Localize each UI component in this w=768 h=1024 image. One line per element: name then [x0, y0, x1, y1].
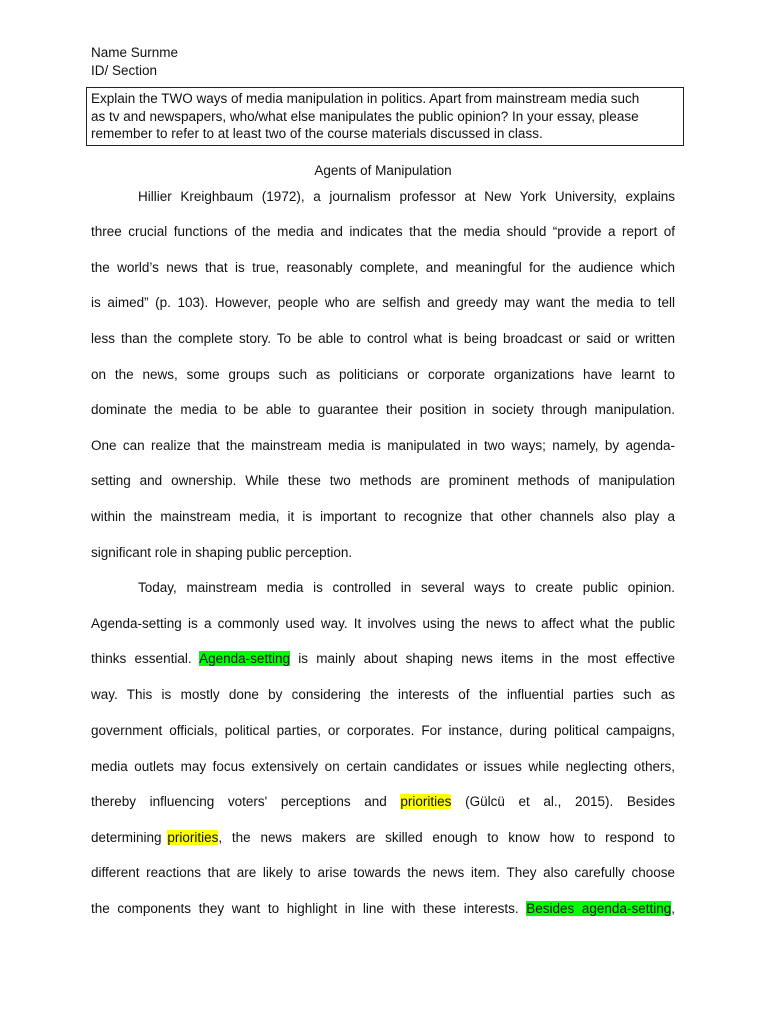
essay-title: Agents of Manipulation [314, 163, 452, 178]
prompt-line: Explain the TWO ways of media manipulation in politics. Apart from mainstream media such [91, 91, 640, 106]
paragraph-1-line: three crucial functions of the media and indicates that the media should “provide a report of [91, 224, 675, 239]
paragraph-2-line: way. This is mostly done by considering the interests of the influential parties such as [91, 687, 675, 702]
paragraph-2-line: Agenda-setting is a commonly used way. It involves using the news to affect what the public [91, 616, 675, 631]
paragraph-1-line: Hillier Kreighbaum (1972), a journalism professor at New York University, explains [138, 189, 675, 204]
paragraph-2-line: government officials, political parties, or corporates. For instance, during political campaigns, [91, 723, 675, 738]
paragraph-1-line: within the mainstream media, it is important to recognize that other channels also play a [91, 509, 675, 524]
paragraph-2-line [91, 649, 675, 669]
paragraph-1-line: is aimed” (p. 103). However, people who are selfish and greedy may want the media to tell [91, 295, 675, 310]
text-run: , [671, 901, 675, 916]
paragraph-1-line: dominate the media to be able to guarantee their position in society through manipulation. [91, 402, 675, 417]
paragraph-1-line: significant role in shaping public perception. [91, 545, 353, 560]
highlighted-text-yellow: priorities [167, 830, 219, 845]
prompt-line: as tv and newspapers, who/what else manipulates the public opinion? In your essay, please [91, 108, 639, 124]
paragraph-1-line: the world’s news that is true, reasonably complete, and meaningful for the audience which [91, 260, 675, 275]
text-run: is mainly about shaping news items in the most effective [298, 651, 675, 666]
student-name: Name Surnme [91, 45, 179, 60]
paragraph-1-line: setting and ownership. While these two methods are prominent methods of manipulation [91, 473, 675, 488]
paragraph-2-line [91, 899, 675, 919]
paragraph-2-line [91, 792, 675, 812]
paragraph-1-line: less than the complete story. To be able to control what is being broadcast or said or written [91, 331, 675, 346]
paragraph-2-line: media outlets may focus extensively on certain candidates or issues while neglecting others, [91, 759, 675, 774]
text-run: (Gülcü et al., 2015). Besides [465, 794, 675, 809]
text-run: the components they want to highlight in line with these interests. [91, 901, 519, 916]
text-run: determining [91, 830, 162, 845]
paragraph-2-line: different reactions that are likely to arise towards the news item. They also carefully choose [91, 865, 675, 880]
highlighted-text-yellow: priorities [400, 794, 452, 809]
text-run: thereby influencing voters' perceptions and [91, 794, 387, 809]
paragraph-2-line: Today, mainstream media is controlled in several ways to create public opinion. [138, 580, 675, 595]
essay-prompt-box [86, 87, 684, 146]
prompt-line: remember to refer to at least two of the course materials discussed in class. [91, 126, 543, 141]
highlighted-text-green: Besides agenda-setting [526, 901, 672, 916]
highlighted-text-green: Agenda-setting [199, 651, 290, 666]
paragraph-1-line: One can realize that the mainstream media is manipulated in two ways; namely, by agenda- [91, 438, 675, 453]
student-id-section: ID/ Section [91, 63, 158, 78]
paragraph-1-line: on the news, some groups such as politicians or corporate organizations have learnt to [91, 367, 675, 382]
paragraph-2-line [91, 828, 675, 848]
text-run: , the news makers are skilled enough to know how to respond to [218, 830, 675, 845]
text-run: thinks essential. [91, 651, 192, 666]
